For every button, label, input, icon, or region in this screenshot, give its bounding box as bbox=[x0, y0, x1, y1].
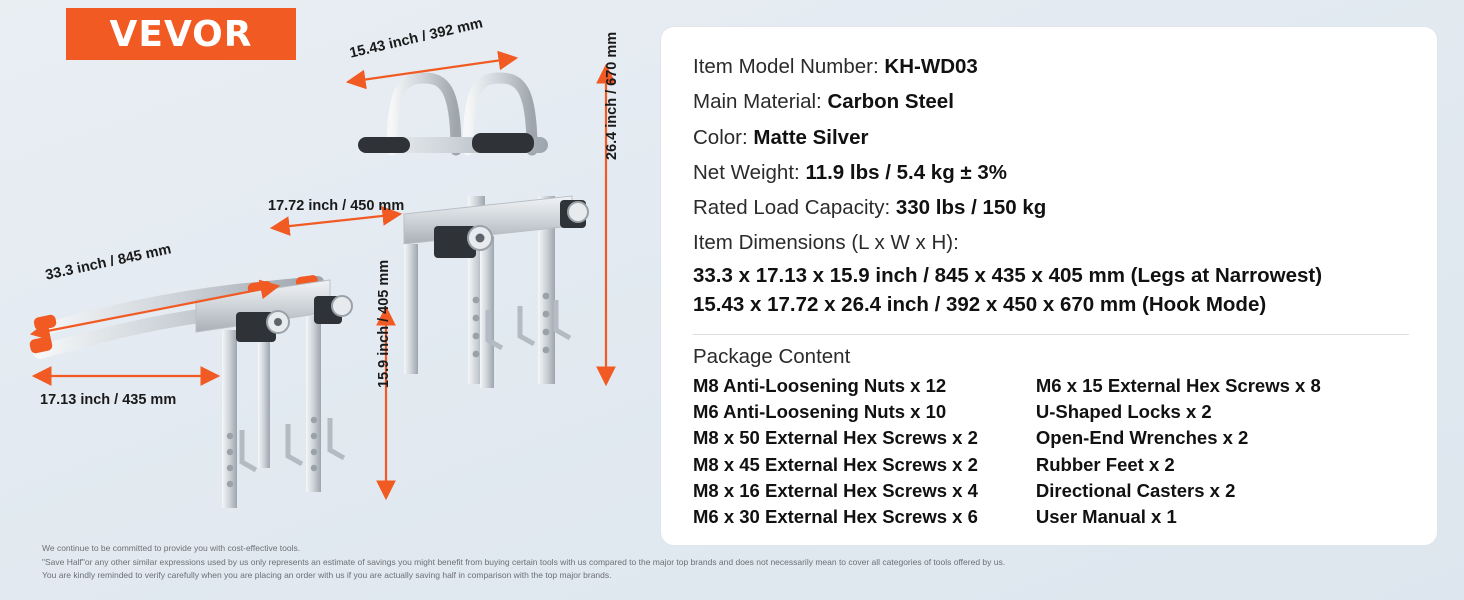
list-item: M6 x 15 External Hex Screws x 8 bbox=[1035, 374, 1321, 396]
spec-value-model: KH-WD03 bbox=[884, 55, 978, 78]
spec-label-load-capacity: Rated Load Capacity: bbox=[693, 196, 891, 219]
package-content-left-column bbox=[693, 373, 978, 531]
product-diagram-svg bbox=[0, 0, 660, 600]
dimension-label-hook-depth: 17.72 inch / 450 mm bbox=[268, 198, 405, 214]
spec-row-net-weight bbox=[693, 155, 1409, 190]
package-content-right-column bbox=[1036, 373, 1321, 531]
spec-label-model: Item Model Number: bbox=[693, 55, 879, 78]
list-item: M6 Anti-Loosening Nuts x 10 bbox=[693, 401, 947, 423]
list-item: M8 x 50 External Hex Screws x 2 bbox=[693, 427, 978, 449]
package-content-title: Package Content bbox=[693, 344, 851, 368]
spec-row-material bbox=[693, 84, 1409, 119]
dimension-label-legs-length: 33.3 inch / 845 mm bbox=[44, 241, 173, 284]
vevor-logo-text: VEVOR bbox=[109, 13, 253, 55]
disclaimer-line-3: You are kindly reminded to verify carefully when you are placing an order with us if you are actually saving half in comparison with the top major brands. bbox=[42, 569, 612, 580]
spec-label-color: Color: bbox=[693, 125, 748, 149]
list-item: M8 x 16 External Hex Screws x 4 bbox=[693, 480, 978, 501]
item-dimensions-legs: 33.3 x 17.13 x 15.9 inch / 845 x 435 x 405 mm (Legs at Narrowest) bbox=[693, 263, 1323, 287]
package-content-columns bbox=[693, 373, 1409, 531]
spec-row-color bbox=[693, 120, 1409, 155]
product-illustration bbox=[0, 0, 660, 600]
item-dimensions-title: Item Dimensions (L x W x H): bbox=[693, 231, 959, 255]
spec-label-material: Main Material: bbox=[693, 90, 822, 114]
list-item: Directional Casters x 2 bbox=[1035, 480, 1236, 501]
hook-mode-product bbox=[358, 78, 588, 388]
dimension-label-legs-width: 17.13 inch / 435 mm bbox=[40, 392, 177, 408]
list-item: M6 x 30 External Hex Screws x 6 bbox=[693, 506, 978, 528]
disclaimer bbox=[42, 542, 1072, 582]
panel-divider bbox=[693, 334, 1409, 335]
dimension-label-hook-height: 26.4 inch / 670 mm bbox=[604, 31, 620, 160]
list-item: User Manual x 1 bbox=[1035, 506, 1177, 528]
dimension-label-legs-height: 15.9 inch / 405 mm bbox=[376, 259, 392, 388]
spec-list bbox=[693, 49, 1409, 225]
item-dimensions-hook: 15.43 x 17.72 x 26.4 inch / 392 x 450 x 670 mm (Hook Mode) bbox=[693, 293, 1267, 317]
spec-value-net-weight: 11.9 lbs / 5.4 kg ± 3% bbox=[805, 160, 1007, 184]
spec-row-load-capacity bbox=[693, 190, 1409, 225]
spec-value-material: Carbon Steel bbox=[827, 90, 954, 114]
disclaimer-line-2: "Save Half"or any other similar expressions used by us only represents an estimate of savings you might benefit from buying certain tools with us compared to the major top brands and does not necessarily mean to cover all categories of tools offered by us. bbox=[42, 556, 1006, 567]
spec-panel bbox=[660, 26, 1438, 546]
spec-label-net-weight: Net Weight: bbox=[693, 160, 800, 184]
dimension-label-hook-width: 15.43 inch / 392 mm bbox=[348, 15, 485, 62]
spec-value-color: Matte Silver bbox=[753, 125, 869, 149]
spec-row-model bbox=[693, 49, 1409, 84]
list-item: Rubber Feet x 2 bbox=[1035, 453, 1175, 475]
list-item: U-Shaped Locks x 2 bbox=[1035, 401, 1212, 423]
disclaimer-line-1: We continue to be committed to provide you with cost-effective tools. bbox=[42, 543, 301, 554]
list-item: M8 x 45 External Hex Screws x 2 bbox=[693, 453, 978, 475]
spec-value-load-capacity: 330 lbs / 150 kg bbox=[895, 196, 1047, 219]
list-item: M8 Anti-Loosening Nuts x 12 bbox=[693, 374, 947, 396]
list-item: Open-End Wrenches x 2 bbox=[1035, 427, 1249, 449]
